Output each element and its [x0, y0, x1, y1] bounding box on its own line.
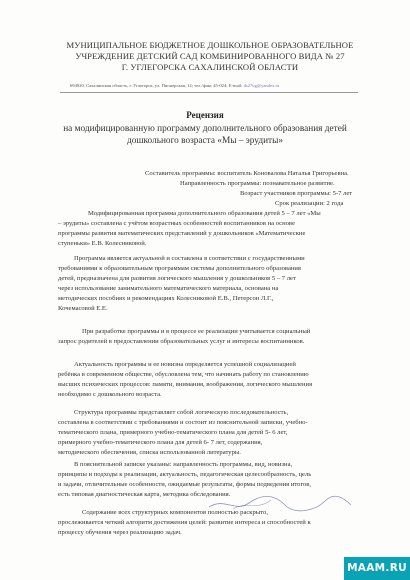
text-line: принципы и подходы к реализации, актуальность, педагогическая целесообразность, цель	[58, 471, 312, 478]
text-line: и задачи, отличительные особенности, ожидаемые результаты, формы подведения итогов,	[58, 481, 312, 488]
meta-direction: Направленность программы: познавательное развитие.	[180, 180, 335, 187]
subtitle-line-1: на модифицированную программу дополнительного образования детей	[63, 124, 347, 134]
text-line: Актуальность программы и ее новизна определяется успешной социализацией	[74, 361, 296, 368]
text-line: ступеньки» Е.В. Колесниковой.	[58, 240, 147, 247]
subtitle-line-2: дошкольного возраста «Мы – эрудиты»	[126, 136, 284, 146]
text-line: процессу обучения через реализацию задач.	[58, 529, 182, 536]
text-line: детей, предназначена для развития логического мышления у дошкольников 5 – 7 лет	[58, 275, 296, 282]
meta-term: Срок реализации: 2 года	[275, 200, 344, 207]
address-text: 694920, Сахалинская область, г. Углегорск, ул. Пионерская, 12; тел./факс 45-024; E-mail:	[70, 83, 244, 88]
text-line: через использование занимательного математического материала, основана на	[58, 285, 279, 292]
text-line: тематического плана, примерного учебно-тематического плана для детей 5- 6 лет,	[58, 429, 288, 436]
text-line: высших психических процессов: памяти, внимания, воображения, логического мышления	[58, 381, 313, 388]
text-line: Содержание всех структурных компонентов полностью раскрыто,	[82, 509, 268, 516]
text-line: Программа является актуальной и составлена в соответствии с государственными	[74, 255, 305, 262]
text-line: В пояснительной записке указаны: направленность программы, вид, новизна,	[74, 461, 293, 468]
org-name-line-3: Г. УГЛЕГОРСКА САХАЛИНСКОЙ ОБЛАСТИ	[121, 62, 299, 72]
text-line: ребёнка в современном обществе, обусловлена тем, что начинать работу по становлению	[58, 371, 309, 378]
text-line: При разработке программы и в процессе ее реализации учитывается социальный	[82, 328, 311, 335]
email-link[interactable]: ds27ug@yandex.ru	[243, 83, 280, 88]
text-line: методического обеспечения, списка использованной литературы.	[58, 449, 241, 456]
maam-watermark-badge[interactable]	[344, 557, 410, 580]
watermark-text: MAAM.RU	[347, 562, 407, 574]
meta-author: Составитель программы: воспитатель Коновалова Наталья Григорьевна.	[145, 170, 349, 177]
text-line: Модифицированная программа дополнительного образования детей 5 – 7 лет «Мы	[88, 210, 321, 217]
text-line: необходимо с дошкольного возраста.	[58, 391, 162, 398]
text-line: Кочемасовой Е.Е.	[58, 305, 108, 312]
text-line: программы развития математических представлений у дошкольников «Математические	[58, 230, 306, 237]
text-line: прослеживается четкий алгоритм достижения целей: развитие интереса и способностей к	[58, 519, 311, 526]
text-line: запрос родителей в предоставлении образовательных услуг и интересы воспитанников.	[58, 338, 305, 345]
text-line: есть типовая диагностическая карта, методика обследования.	[58, 491, 231, 498]
text-line: методических пособиях и рекомендациях Колесниковой Е.В., Петерсон Л.Г.,	[58, 295, 274, 302]
header-divider	[60, 92, 358, 93]
org-name-line-2: УЧРЕЖДЕНИЕ ДЕТСКИЙ САД КОМБИНИРОВАННОГО ВИДА № 27	[75, 51, 345, 61]
text-line: составлена в соответствии с требованиями и состоит из пояснительной записки, учебно-	[58, 419, 308, 426]
org-name-line-1: МУНИЦИПАЛЬНОЕ БЮДЖЕТНОЕ ДОШКОЛЬНОЕ ОБРАЗОВАТЕЛЬНОЕ	[66, 40, 354, 50]
org-address	[70, 83, 279, 88]
meta-age: Возраст участников программы: 5-7 лет	[240, 190, 353, 197]
text-line: требованиями к образовательным программам системы дополнительного образования	[58, 265, 301, 272]
document-title: Рецензия	[186, 110, 224, 120]
text-line: примерного учебно-тематического плана для детей 6- 7 лет, содержания,	[58, 439, 263, 446]
text-line: – эрудиты» составлена с учётом возрастных особенностей воспитанников на основе	[58, 220, 295, 227]
text-line: Структура программы представляет собой логическую последовательность,	[74, 409, 289, 416]
